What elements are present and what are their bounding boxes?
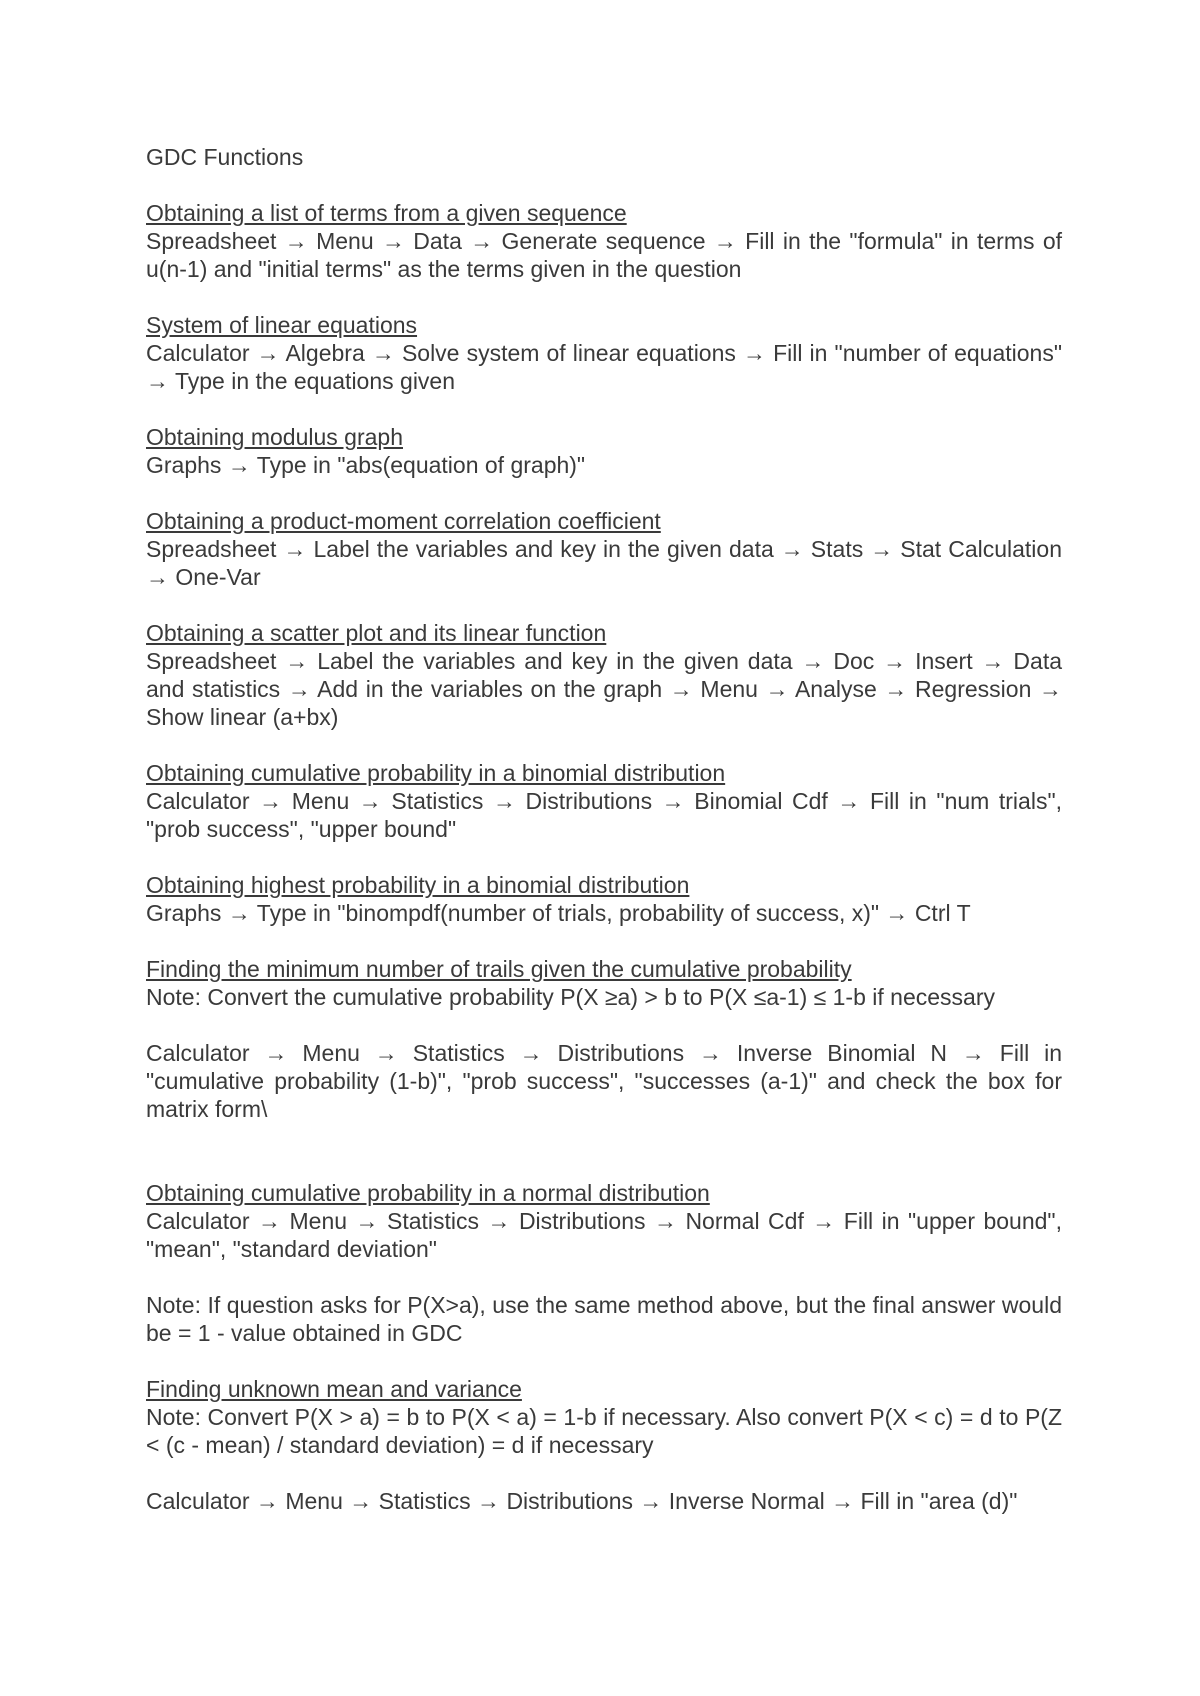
instruction-paragraph: Graphs → Type in "abs(equation of graph)" [146,452,586,478]
section-unknown-mean-variance [146,1375,1062,1515]
section-heading: Finding unknown mean and variance [146,1376,522,1402]
section-heading: System of linear equations [146,312,418,338]
section-heading: Obtaining cumulative probability in a binomial distribution [146,760,726,786]
section-normal-cumulative [146,1179,1062,1347]
section-binomial-highest [146,871,1062,927]
note-paragraph: Note: If question asks for P(X>a), use the same method above, but the final answer would be = 1 - value obtained in GDC [146,1292,1062,1346]
note-paragraph: Note: Convert P(X > a) = b to P(X < a) = 1-b if necessary. Also convert P(X < c) = d to P(Z < (c - mean) / standard deviation) = d if necessary [146,1404,1062,1458]
section-heading: Obtaining highest probability in a binomial distribution [146,872,690,898]
section-linear-equations [146,311,1062,395]
section-heading: Obtaining a product-moment correlation coefficient [146,508,661,534]
section-heading: Obtaining a scatter plot and its linear function [146,620,607,646]
section-scatter-plot [146,619,1062,731]
section-binomial-cumulative [146,759,1062,843]
instruction-paragraph: Calculator → Algebra → Solve system of linear equations → Fill in "number of equations" → Type in the equations given [146,340,1062,394]
instruction-paragraph: Spreadsheet → Menu → Data → Generate sequence → Fill in the "formula" in terms of u(n-1) and "initial terms" as the terms given in the question [146,228,1062,282]
instruction-paragraph: Graphs → Type in "binompdf(number of trials, probability of success, x)" → Ctrl T [146,900,971,926]
instruction-paragraph: Calculator → Menu → Statistics → Distributions → Normal Cdf → Fill in "upper bound", "mean", "standard deviation" [146,1208,1062,1262]
instruction-paragraph: Spreadsheet → Label the variables and key in the given data → Doc → Insert → Data and statistics → Add in the variables on the graph → Menu → Analyse → Regression → Show linear (a+bx) [146,648,1062,730]
section-sequence-terms [146,199,1062,283]
section-correlation-coefficient [146,507,1062,591]
document-page [146,143,1062,1515]
instruction-paragraph: Calculator → Menu → Statistics → Distributions → Inverse Binomial N → Fill in "cumulative probability (1-b)", "prob success", "successes (a-1)" and check the box for matrix form\ [146,1040,1062,1122]
section-minimum-trials [146,955,1062,1123]
section-heading: Finding the minimum number of trails given the cumulative probability [146,956,852,982]
section-heading: Obtaining cumulative probability in a normal distribution [146,1180,710,1206]
section-heading: Obtaining a list of terms from a given sequence [146,200,627,226]
document-title: GDC Functions [146,144,304,170]
instruction-paragraph: Calculator → Menu → Statistics → Distributions → Inverse Normal → Fill in "area (d)" [146,1488,1018,1514]
instruction-paragraph: Spreadsheet → Label the variables and key in the given data → Stats → Stat Calculation → One-Var [146,536,1062,590]
section-heading: Obtaining modulus graph [146,424,403,450]
note-paragraph: Note: Convert the cumulative probability P(X ≥a) > b to P(X ≤a-1) ≤ 1-b if necessary [146,984,995,1010]
instruction-paragraph: Calculator → Menu → Statistics → Distributions → Binomial Cdf → Fill in "num trials", "prob success", "upper bound" [146,788,1062,842]
section-modulus-graph [146,423,1062,479]
